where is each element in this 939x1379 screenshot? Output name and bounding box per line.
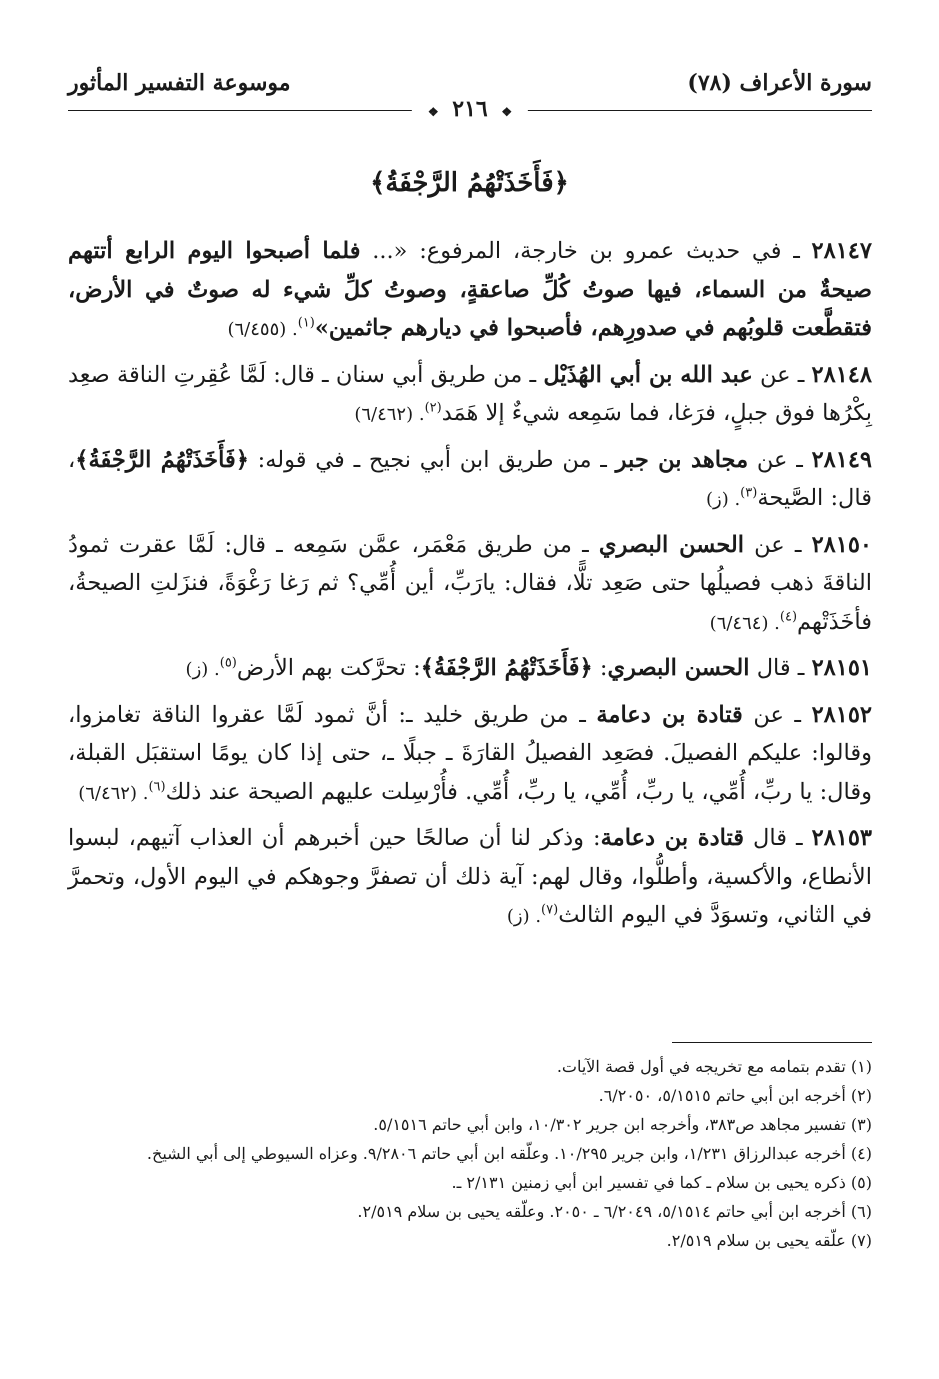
footnote: (٦) أخرجه ابن أبي حاتم ٥/١٥١٤، ٦/٢٠٤٩ ـ ٢٠٥٠. وعلّقه يحيى بن سلام ٢/٥١٩. <box>357 1202 872 1221</box>
entry-text: ـ في حديث عمرو بن خارجة، المرفوع: «... <box>360 238 812 264</box>
narrator-name: قتادة بن دعامة <box>600 825 744 851</box>
entry-text: ـ من طريق ابن أبي نجيح ـ في قوله: <box>248 446 616 473</box>
entry <box>68 356 872 435</box>
entry-prefix: ـ عن <box>743 531 812 558</box>
narrator-name: الحسن البصري <box>598 531 744 558</box>
quran-verse: ﴿فَأَخَذَتْهُمُ الرَّجْفَةُ﴾ <box>420 655 593 681</box>
footnote-separator <box>672 1042 872 1043</box>
footnote-marker: (١) <box>297 315 315 331</box>
ornament-icon: ❖ <box>501 105 513 119</box>
entry-text: : وذكر لنا أن صالحًا حين أخبرهم أن العذاب آتيهم، لبسوا الأنطاع، والأكسية، وأطلُّوا، وقال لهم: آية ذلك أن تصفرَّ وجوهكم في اليوم الأول، وتحمرَّ في الثاني، وتسوَدَّ في اليوم الثالث <box>68 825 872 928</box>
encyclopedia-title: موسوعة التفسير المأثور <box>68 70 291 96</box>
entry-prefix: ـ عن <box>742 701 812 728</box>
entry-prefix: ـ قال <box>744 825 812 851</box>
footnote: (٢) أخرجه ابن أبي حاتم ٥/١٥١٥، ٦/٢٠٥٠. <box>598 1086 872 1105</box>
volume-reference: . (ز) <box>705 489 741 510</box>
entry-number: ٢٨١٥٢ <box>811 701 872 728</box>
entry-number: ٢٨١٥٠ <box>811 531 872 558</box>
page-header <box>68 68 872 122</box>
footnote-marker: (٣) <box>740 485 758 501</box>
page-number-block <box>412 96 528 122</box>
volume-reference: . (ز) <box>506 906 542 927</box>
footnote: (١) تقدم بتمامه مع تخريجه في أول قصة الآيات. <box>556 1057 872 1076</box>
entry-prefix: ـ قال <box>749 655 812 681</box>
footnote-marker: (٤) <box>779 609 798 624</box>
footnote: (٧) علّقه يحيى بن سلام ٢/٥١٩. <box>666 1231 872 1250</box>
entry-number: ٢٨١٥١ <box>811 655 872 681</box>
hadith-text: فلما أصبحوا اليوم الرابع أتتهم صيحةٌ من السماء، فيها صوتُ كُلِّ صاعقةٍ، وصوتُ كلِّ شيء له صوتٌ في الأرض، فتقطَّعت قلوبُهم في صدورِهم، فأصبحوا في ديارهم جاثمين» <box>68 238 872 341</box>
entry <box>68 696 872 814</box>
footnote: (٣) تفسير مجاهد ص٣٨٣، وأخرجه ابن جرير ١٠/٣٠٢، وابن أبي حاتم ٥/١٥١٦. <box>373 1115 872 1134</box>
footnote: (٤) أخرجه عبدالرزاق ١/٢٣١، وابن جرير ١٠/٢٩٥. وعلّقه ابن أبي حاتم ٩/٢٨٠٦. وعزاه السيوطي إلى أبي الشيخ. <box>146 1144 872 1163</box>
narrator-name: الحسن البصري <box>607 655 750 681</box>
entry-text: ـ من طريق خليد ـ: أنَّ ثمود لَمَّا عقروا الناقة تغامزوا، وقالوا: عليكم الفصيلَ. فصَعِد الفصيلُ القارَةَ ـ جبلًا ـ، حتى إذا كان يومًا استقبَل القبلة، وقال: يا ربِّ، أُمِّي، يا ربِّ، أُمِّي، يا ربِّ، أُمِّي. فأُرْسِلت عليهم الصيحة عند ذلك <box>68 701 872 805</box>
volume-reference: . (٦/٤٥٥) <box>227 319 298 340</box>
entry-number: ٢٨١٤٩ <box>811 446 872 473</box>
volume-reference: . (ز) <box>185 659 220 680</box>
entry-text: ـ من طريق أبي سنان ـ قال: لَمَّا عُقِرتِ الناقة صعِد بِكْرُها فوق جبلٍ، فرَغا، فما سَمِعه شيءٌ إلا هَمَد <box>68 361 872 426</box>
surah-heading: سورة الأعراف (٧٨) <box>687 70 872 96</box>
footnote-marker: (٢) <box>424 400 442 416</box>
entry-number: ٢٨١٤٨ <box>811 361 872 388</box>
entry-text-continued: ، قال: الصَّيحة <box>68 446 872 511</box>
quran-verse: ﴿فَأَخَذَتْهُمُ الرَّجْفَةُ﴾ <box>75 446 249 473</box>
footnote-marker: (٥) <box>219 655 237 671</box>
entry <box>68 526 872 644</box>
entry-number: ٢٨١٥٣ <box>811 825 872 851</box>
volume-reference: . (٦/٤٦٢) <box>78 782 149 804</box>
volume-reference: . (٦/٤٦٤) <box>709 612 780 634</box>
entry-prefix: ـ عن <box>752 361 812 388</box>
entry-text: ـ من طريق مَعْمَر، عمَّن سَمِعه ـ قال: لَمَّا عقرت ثمودُ الناقةَ ذهب فصيلُها حتى صَعِد تلًّا، فقال: يارَبِّ، أين أُمِّي؟ ثم رَغا رَغْوَةً، فنزَلتِ الصيحةُ، فأخَذَتْهم <box>68 531 872 635</box>
narrator-name: قتادة بن دعامة <box>596 701 743 728</box>
entry <box>68 819 872 937</box>
narrator-name: عبد الله بن أبي الهُذَيْل <box>543 361 753 388</box>
entry-text-continued: : تحرَّكت بهم الأرض <box>236 655 421 681</box>
footnote-marker: (٦) <box>148 779 166 794</box>
footnotes <box>68 1052 872 1255</box>
entry-prefix: ـ عن <box>748 446 812 473</box>
entry <box>68 441 872 520</box>
entries-list <box>68 232 872 943</box>
entry <box>68 232 872 350</box>
entry-text: : <box>592 655 608 681</box>
narrator-name: مجاهد بن جبر <box>615 446 749 473</box>
page-number: ٢١٦ <box>452 96 488 122</box>
footnote-marker: (٧) <box>541 902 559 918</box>
entry-number: ٢٨١٤٧ <box>811 238 872 264</box>
footnote: (٥) ذكره يحيى بن سلام ـ كما في تفسير ابن أبي زمنين ٢/١٣١ ـ. <box>451 1173 872 1192</box>
volume-reference: . (٦/٤٦٢) <box>354 404 425 425</box>
entry <box>68 649 872 690</box>
ornament-icon: ❖ <box>427 105 439 119</box>
section-title: ﴿فَأَخَذَتْهُمُ الرَّجْفَةُ﴾ <box>370 168 569 198</box>
